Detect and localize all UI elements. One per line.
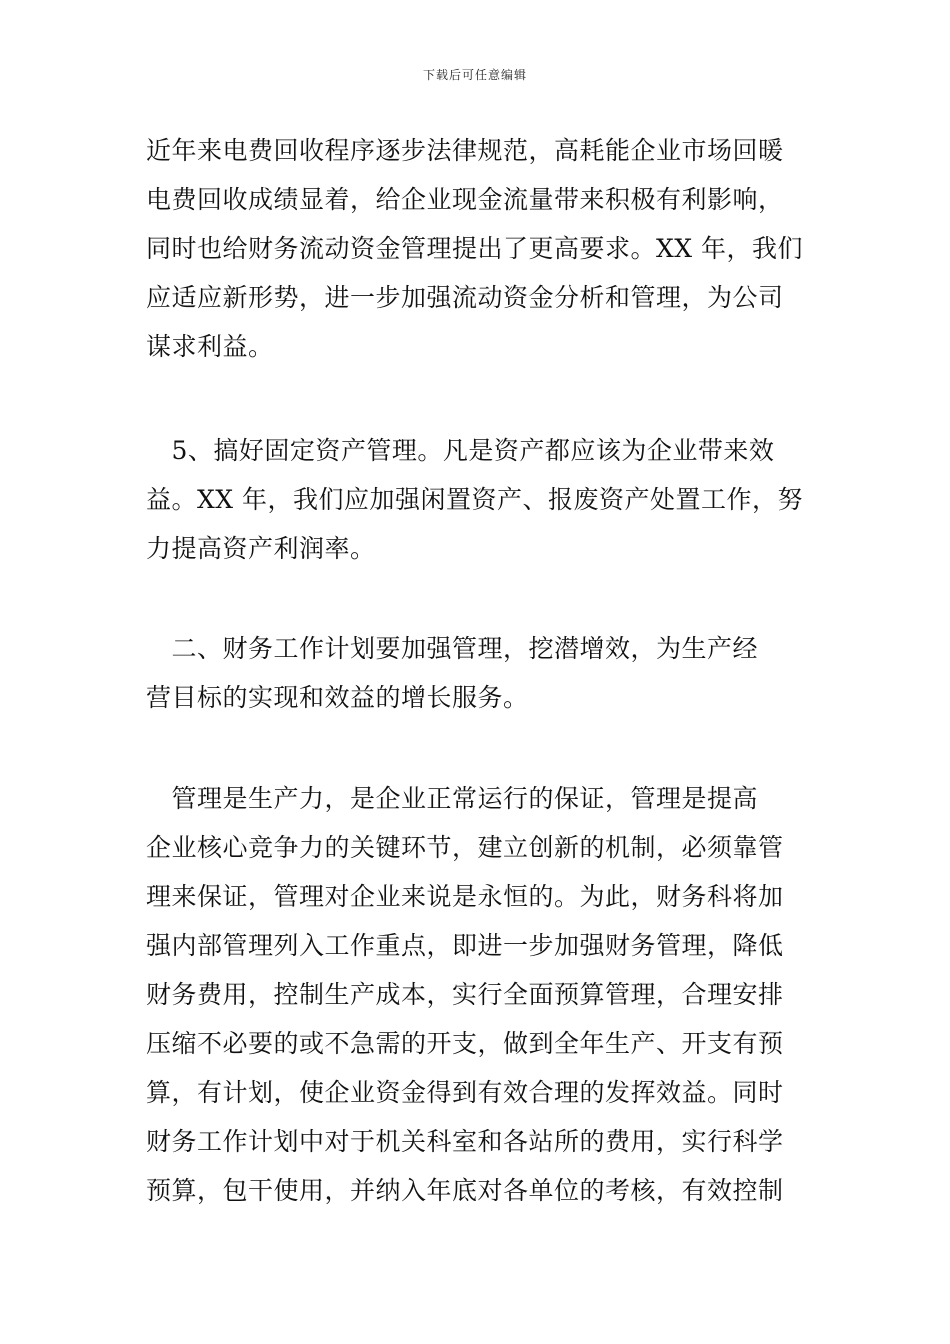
paragraph-line: 近年来电费回收程序逐步法律规范，高耗能企业市场回暖 <box>146 136 784 165</box>
paragraph-line: 预算，包干使用，并纳入年底对各单位的考核，有效控制 <box>146 1176 784 1205</box>
section-heading-two <box>146 624 806 722</box>
paragraph-line: 财务工作计划中对于机关科室和各站所的费用，实行科学 <box>146 1127 784 1156</box>
paragraph-line: 营目标的实现和效益的增长服务。 <box>146 683 529 712</box>
paragraph-line: 强内部管理列入工作重点，即进一步加强财务管理，降低 <box>146 931 784 960</box>
paragraph-cash-flow <box>146 126 806 371</box>
paragraph-line: 压缩不必要的或不急需的开支，做到全年生产、开支有预 <box>146 1029 784 1058</box>
paragraph-line: 益。XX 年，我们应加强闲置资产、报废资产处置工作，努 <box>146 485 804 514</box>
paragraph-line: 理来保证，管理对企业来说是永恒的。为此，财务科将加 <box>146 882 784 911</box>
paragraph-line: 电费回收成绩显着，给企业现金流量带来积极有利影响， <box>146 185 784 214</box>
paragraph-line: 谋求利益。 <box>146 332 274 361</box>
paragraph-line: 同时也给财务流动资金管理提出了更高要求。XX 年，我们 <box>146 234 804 263</box>
paragraph-line: 管理是生产力，是企业正常运行的保证，管理是提高 <box>146 784 759 813</box>
paragraph-management <box>146 774 806 1215</box>
paragraph-line: 5、搞好固定资产管理。凡是资产都应该为企业带来效 <box>146 436 775 465</box>
paragraph-line: 力提高资产利润率。 <box>146 534 376 563</box>
header-note: 下载后可任意编辑 <box>422 68 527 82</box>
paragraph-fixed-assets <box>146 426 806 573</box>
paragraph-line: 财务费用，控制生产成本，实行全面预算管理，合理安排 <box>146 980 784 1009</box>
paragraph-line: 应适应新形势，进一步加强流动资金分析和管理，为公司 <box>146 283 784 312</box>
paragraph-line: 企业核心竞争力的关键环节，建立创新的机制，必须靠管 <box>146 833 784 862</box>
paragraph-line: 算，有计划，使企业资金得到有效合理的发挥效益。同时 <box>146 1078 784 1107</box>
paragraph-line: 二、财务工作计划要加强管理，挖潜增效，为生产经 <box>146 634 759 663</box>
